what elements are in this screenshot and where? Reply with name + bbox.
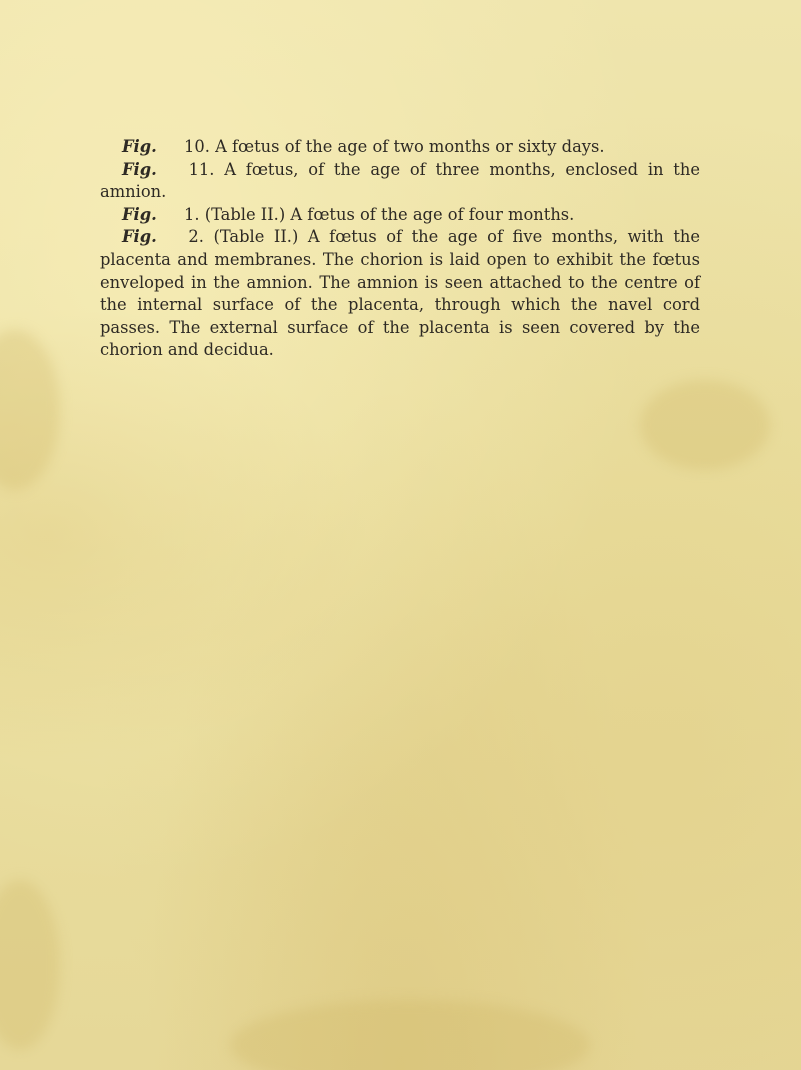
figure-number: 1.: [183, 204, 200, 224]
figure-label: Fig.: [122, 227, 157, 247]
figure-caption: [100, 226, 700, 362]
figure-caption: [100, 136, 700, 159]
paper-stain: [640, 380, 770, 470]
paper-stain: [0, 330, 60, 490]
figure-text: A fœtus, of the age of three months, enclosed in the amnion.: [100, 159, 700, 202]
figure-text: (Table II.) A fœtus of the age of four months.: [204, 204, 575, 224]
figure-label: Fig.: [122, 159, 157, 179]
figure-text: A fœtus of the age of two months or sixty days.: [215, 137, 605, 156]
figure-number: 11.: [188, 159, 215, 179]
figure-label: Fig.: [122, 137, 157, 156]
paper-stain: [230, 1000, 590, 1070]
figure-caption: [100, 204, 700, 227]
figure-caption: [100, 159, 700, 204]
figure-captions: [100, 136, 700, 362]
paper-stain: [0, 880, 60, 1050]
figure-number: 2.: [188, 227, 204, 247]
figure-label: Fig.: [122, 204, 157, 224]
figure-number: 10.: [183, 137, 210, 156]
figure-text: (Table II.) A fœtus of the age of five months, with the placenta and membranes. The chorion is laid open to exhibit the fœtus enveloped in the amnion. The amnion is seen attached to the centre of the internal surface of the placenta, through which the navel cord passes. The external surface of the placenta is seen covered by the chorion and decidua.: [100, 227, 700, 360]
